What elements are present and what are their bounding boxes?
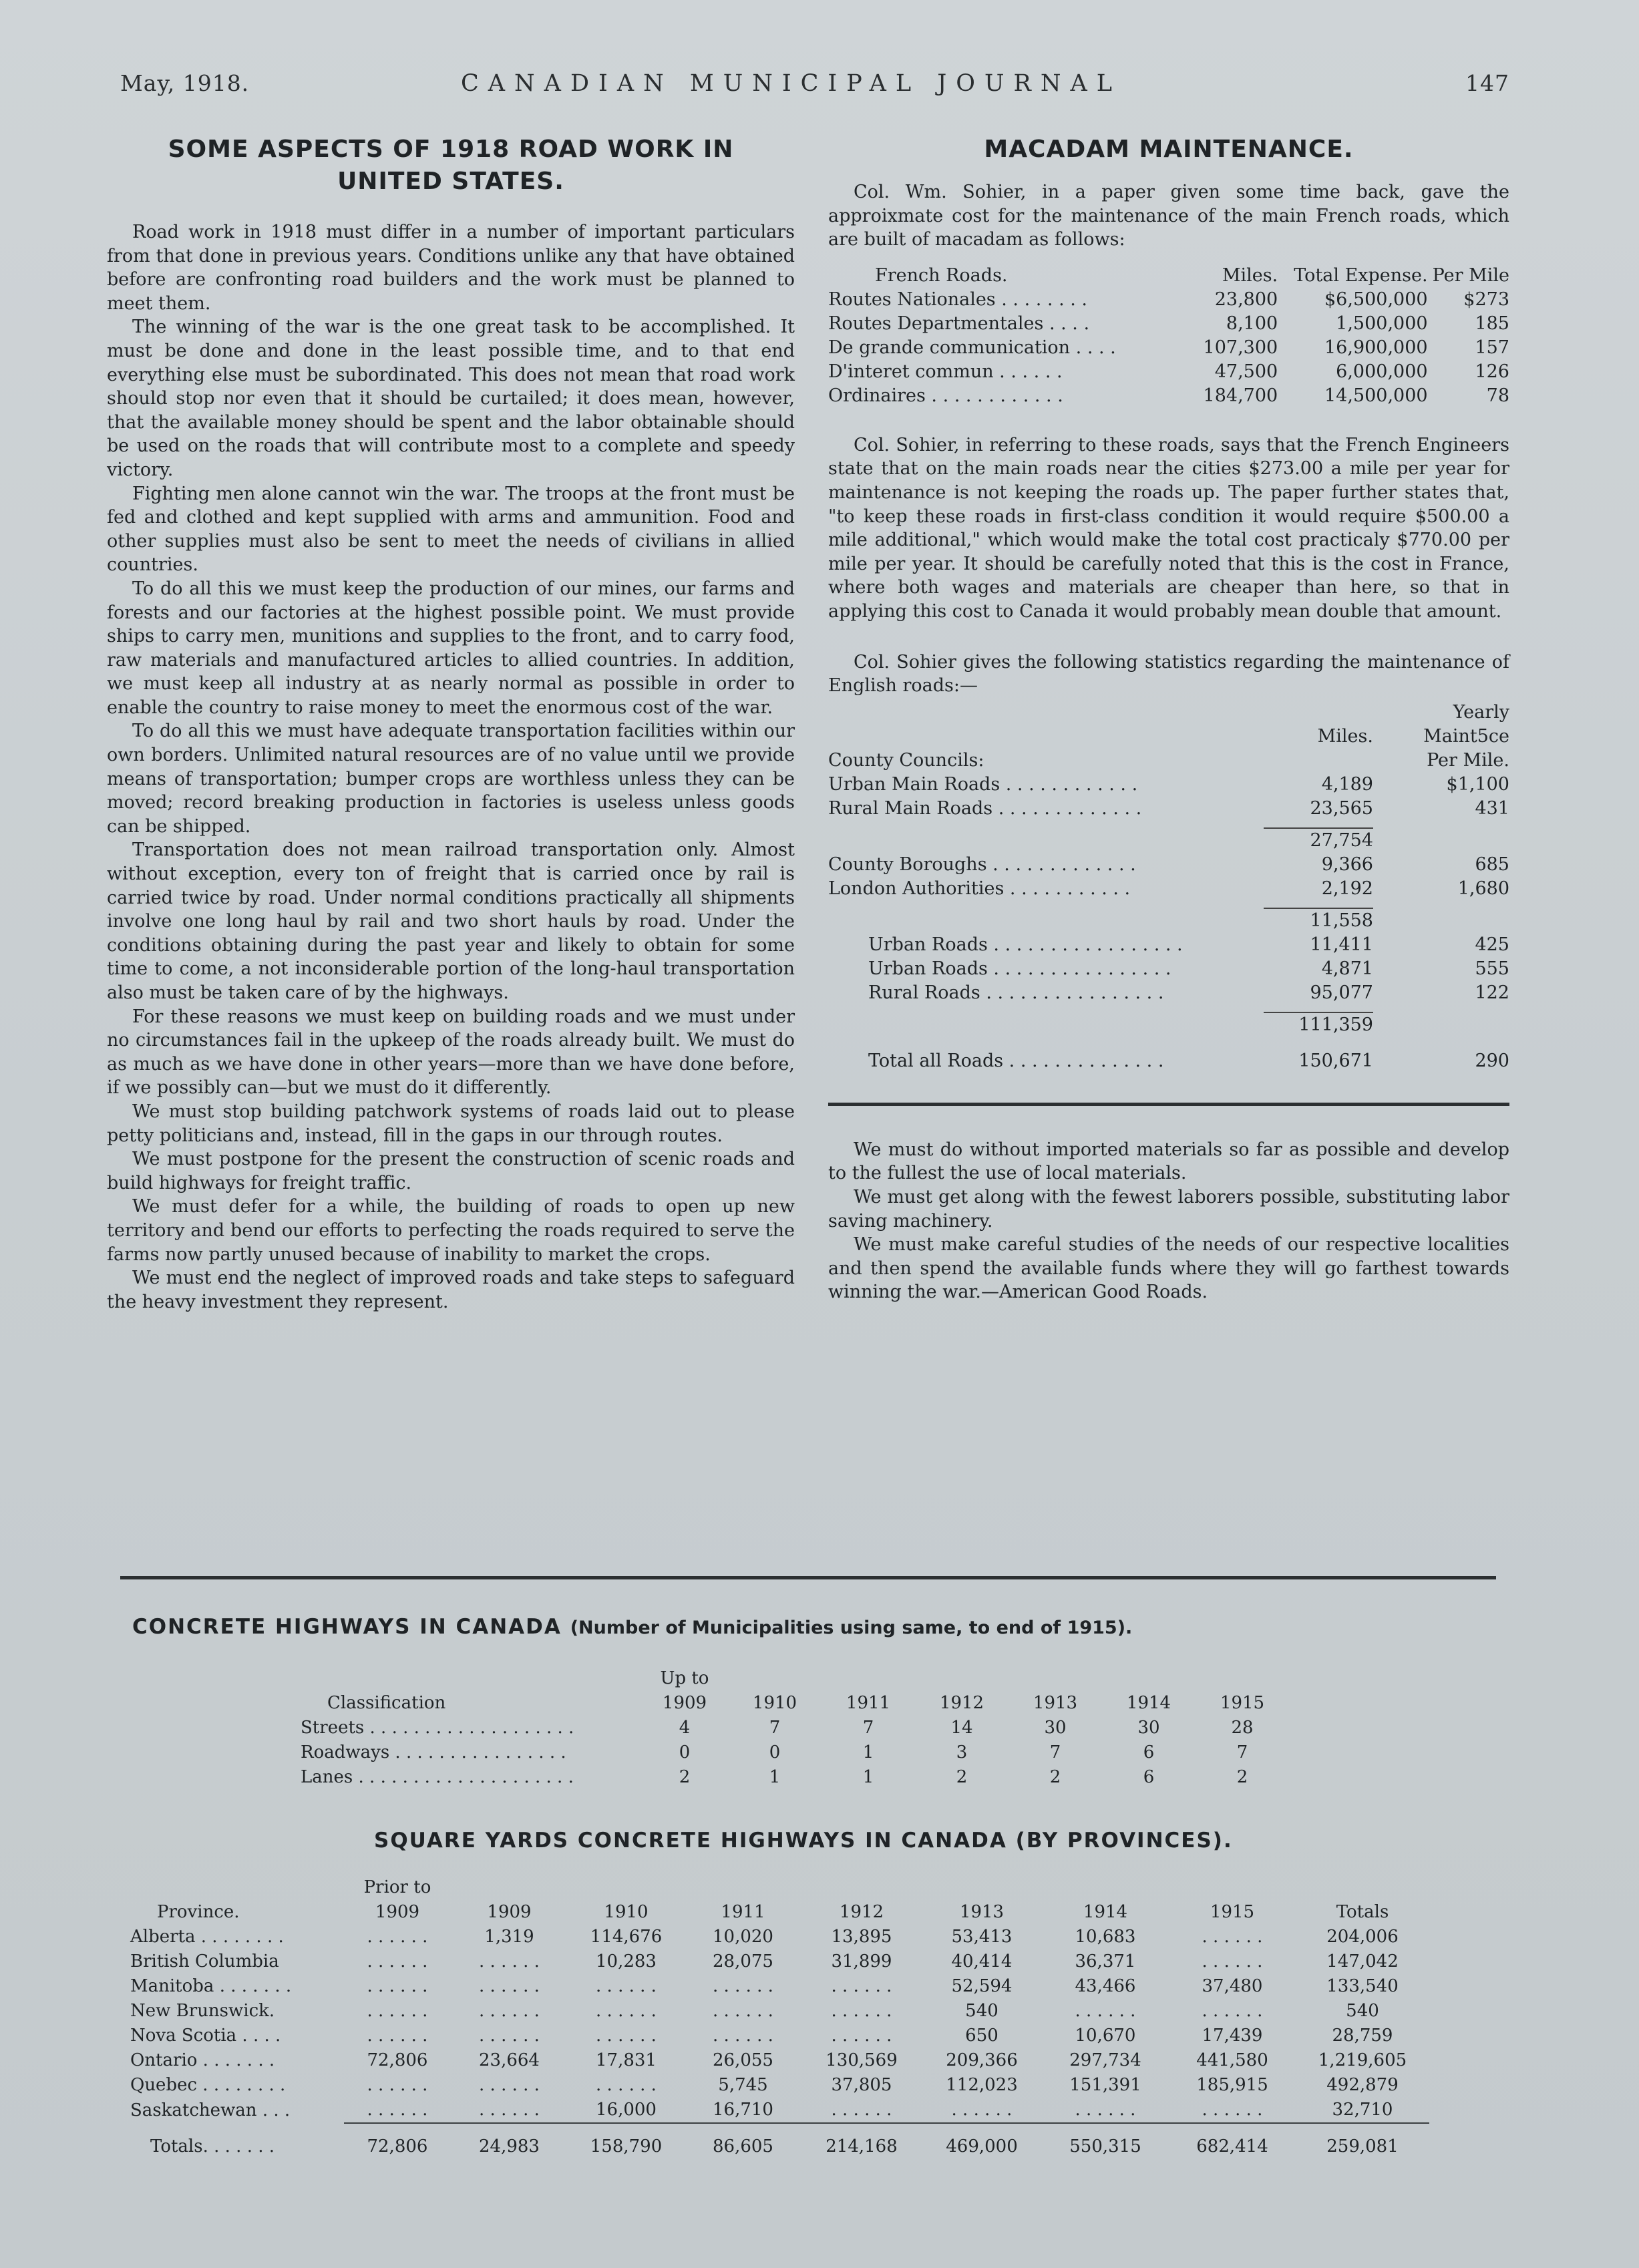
- subtotal-row: 111,359: [1298, 1014, 1373, 1035]
- paragraph: We must postpone for the present the construction of scenic roads and build highways for freight traffic.: [107, 1149, 795, 1193]
- totals-row: Totals. . . . . . . 72,806 24,983 158,790 86,605 214,168 469,000 550,315 682,414 259,081: [150, 2136, 1399, 2156]
- page-number: 147: [1465, 70, 1509, 96]
- col-header: Prior to: [363, 1877, 431, 1897]
- macadam-intro: Col. Wm. Sohier, in a paper given some time back, gave the approixmate cost for the maintenance of the main French roads, which are built of macadam as follows:: [828, 182, 1509, 250]
- col-header: French Roads.: [875, 264, 1008, 286]
- paragraph: We must end the neglect of improved roads and take steps to safeguard the heavy investment they represent.: [107, 1268, 795, 1312]
- total-row: Total all Roads . . . . . . . . . . . . . . 150,671 290: [868, 1050, 1509, 1071]
- table-header-row: Classification 1909 1910 1911 1912 1913 1914 1915: [327, 1693, 1265, 1713]
- table-row: Ontario . . . . . . . 72,806 23,664 17,831 26,055 130,569 209,366 297,734 441,580 1,219,605: [130, 2050, 1407, 2070]
- paragraph: To do all this we must keep the production of our mines, our farms and forests and our factories at the highest possible point. We must provide ships to carry men, munitions and supplies to the front, and to carry food, raw materials and manufactured articles to allied countries. In addition, we must keep all industry at as nearly normal as possible in order to enable the country to raise money to meet the enormous cost of the war.: [107, 578, 795, 718]
- section-divider: [828, 1103, 1509, 1106]
- col-header: Miles.: [1317, 725, 1373, 747]
- col-header: Up to: [660, 1668, 709, 1688]
- table-row: Quebec . . . . . . . . . . . . . . . . . . . . . . . . . . 5,745 37,805 112,023 151,391 185,915 492,879: [130, 2075, 1399, 2095]
- col-header: Per Mile: [1432, 264, 1509, 286]
- table-row: Rural Roads . . . . . . . . . . . . . . . . 95,077 122: [868, 982, 1509, 1003]
- col-header: Maint5ce: [1423, 725, 1509, 747]
- table-row: Routes Departmentales . . . . 8,100 1,500,000 185: [828, 313, 1509, 334]
- table-row: New Brunswick. . . . . . . . . . . . . . . . . . . . . . . . . . . . . . . 540 . . . . . . . . . . . . 540: [130, 2001, 1379, 2021]
- table-row: British Columbia . . . . . . . . . . . . 10,283 28,075 31,899 40,414 36,371 . . . . . . 147,042: [130, 1951, 1399, 1971]
- full-width-divider: [120, 1576, 1496, 1579]
- subtotal-row: 27,754: [1310, 829, 1373, 851]
- french-roads-table: [828, 264, 1509, 408]
- page-header: [120, 70, 1509, 104]
- english-roads-table: [828, 701, 1509, 1073]
- table-row: County Boroughs . . . . . . . . . . . . . 9,366 685: [828, 854, 1509, 875]
- issue-date: May, 1918.: [120, 70, 250, 96]
- paragraph: We must make careful studies of the needs of our respective localities and then spend the available funds where they will go farthest towards winning the war.—American Good Roads.: [828, 1234, 1509, 1303]
- table-row: Streets . . . . . . . . . . . . . . . . . . . 4 7 7 14 30 30 28: [301, 1718, 1254, 1738]
- paragraph: Road work in 1918 must differ in a number of important particulars from that done in previous years. Conditions unlike any that have obtained before are confronting road builders and the work must be planned to meet them.: [107, 222, 795, 314]
- section-label: County Councils:: [828, 749, 984, 771]
- paragraph: To do all this we must have adequate transportation facilities within our own borders. Unlimited natural resources are of no value until we provide means of transportation; bumper crops are worthless unless they can be moved; record breaking production in factories is useless unless goods can be shipped.: [107, 721, 795, 837]
- paragraph: We must defer for a while, the building of roads to open up new territory and bend our efforts to perfecting the roads required to serve the farms now partly unused because of inability to market the crops.: [107, 1196, 795, 1265]
- right-article: [828, 134, 1509, 1304]
- journal-name: CANADIAN MUNICIPAL JOURNAL: [461, 70, 1121, 97]
- table-row: Alberta . . . . . . . . . . . . . . 1,319 114,676 10,020 13,895 53,413 10,683 . . . . . . 204,006: [130, 1927, 1399, 1947]
- table-row: Nova Scotia . . . . . . . . . . . . . . . . . . . . . . . . . . . . . . . . . . 650 10,670 17,439 28,759: [130, 2026, 1393, 2046]
- table-row: Manitoba . . . . . . . . . . . . . . . . . . . . . . . . . . . . . . . . . . . . . 52,594 43,466 37,480 133,540: [130, 1976, 1399, 1996]
- subtotal-row: 11,558: [1310, 910, 1373, 931]
- table-row: Urban Main Roads . . . . . . . . . . . . 4,189 $1,100: [828, 773, 1509, 795]
- table-row: Urban Roads . . . . . . . . . . . . . . . . . 11,411 425: [868, 934, 1509, 955]
- left-article-title: SOME ASPECTS OF 1918 ROAD WORK IN UNITED STATES.: [168, 136, 734, 195]
- right-article-title: MACADAM MAINTENANCE.: [984, 136, 1354, 163]
- sqyards-table: [130, 1875, 1429, 2159]
- table-header-row: Province. 1909 1909 1910 1911 1912 1913 1914 1915 Totals: [157, 1902, 1389, 1922]
- table-row: De grande communication . . . . 107,300 16,900,000 157: [828, 337, 1509, 358]
- table-row: Routes Nationales . . . . . . . . 23,800 $6,500,000 $273: [828, 289, 1509, 310]
- table-row: Rural Main Roads . . . . . . . . . . . . . 23,565 431: [828, 797, 1509, 819]
- table-row: Ordinaires . . . . . . . . . . . . 184,700 14,500,000 78: [828, 385, 1509, 406]
- col-header: Per Mile.: [1427, 749, 1509, 771]
- table-row: Urban Roads . . . . . . . . . . . . . . . . 4,871 555: [868, 958, 1509, 979]
- table-row: D'interet commun . . . . . . 47,500 6,000,000 126: [828, 361, 1509, 382]
- concrete-table-title: CONCRETE HIGHWAYS IN CANADA (Number of Municipalities using same, to end of 1915).: [132, 1615, 1133, 1639]
- sqyards-table-title: SQUARE YARDS CONCRETE HIGHWAYS IN CANADA (BY PROVINCES).: [374, 1829, 1233, 1853]
- table-header-row: [828, 264, 1509, 288]
- col-header: Miles.: [1222, 264, 1278, 286]
- paragraph: Transportation does not mean railroad transportation only. Almost without exception, every ton of freight that is carried once by rail is carried twice by road. Under normal conditions practically all shipments involve one long haul by rail and two short hauls by road. Under the conditions obtaining during the past year and likely to obtain for some time to come, a not inconsiderable portion of the long-haul transportation also must be taken care of by the highways.: [107, 839, 795, 1003]
- col-header: Yearly: [1453, 701, 1509, 723]
- sohier-paragraph: Col. Sohier, in referring to these roads, says that the French Engineers state that on the main roads near the cities $273.00 a mile per year for maintenance is not keeping the roads up. The paper further states that, "to keep these roads in first-class condition it would require $500.00 a mile additional," which would make the total cost practicaly $770.00 per mile per year. It should be carefully noted that this is the cost in France, where both wages and materials are cheaper than here, so that in applying this cost to Canada it would probably mean double that amount.: [828, 434, 1509, 622]
- concrete-highways-table: [301, 1666, 1289, 1790]
- paragraph: Fighting men alone cannot win the war. The troops at the front must be fed and clothed and kept supplied with arms and ammunition. Food and other supplies must also be sent to meet the needs of civilians in allied countries.: [107, 483, 795, 576]
- paragraph: We must stop building patchwork systems of roads laid out to please petty politicians and, instead, fill in the gaps in our through routes.: [107, 1101, 795, 1146]
- table-row: Lanes . . . . . . . . . . . . . . . . . . . . 2 1 1 2 2 6 2: [301, 1767, 1248, 1787]
- col-header: Total Expense.: [1294, 264, 1428, 286]
- paragraph: We must do without imported materials so far as possible and develop to the fullest the use of local materials.: [828, 1139, 1509, 1184]
- paragraph: For these reasons we must keep on building roads and we must under no circumstances fail in the upkeep of the roads already built. We must do as much as we have done in other years—more than we have done before, if we possibly can—but we must do it differently.: [107, 1006, 795, 1099]
- totals-rule: [130, 2123, 1429, 2128]
- table-row: Saskatchewan . . . . . . . . . . . . . . . 16,000 16,710 . . . . . . . . . . . . . . . . . . . . . . . . 32,710: [130, 2100, 1393, 2120]
- english-intro: Col. Sohier gives the following statistics regarding the maintenance of English roads:—: [828, 651, 1509, 697]
- paragraph: The winning of the war is the one great task to be accomplished. It must be done and done in the least possible time, and to that end everything else must be subordinated. This does not mean that road work should stop nor even that it should be curtailed; it does mean, however, that the available money should be spent and the labor obtainable should be used on the roads that will contribute most to a complete and speedy victory.: [107, 317, 795, 480]
- left-article: [107, 134, 795, 1314]
- table-row: London Authorities . . . . . . . . . . . 2,192 1,680: [828, 878, 1509, 899]
- paragraph: We must get along with the fewest laborers possible, substituting labor saving machinery.: [828, 1186, 1509, 1232]
- table-row: Roadways . . . . . . . . . . . . . . . . 0 0 1 3 7 6 7: [301, 1742, 1248, 1762]
